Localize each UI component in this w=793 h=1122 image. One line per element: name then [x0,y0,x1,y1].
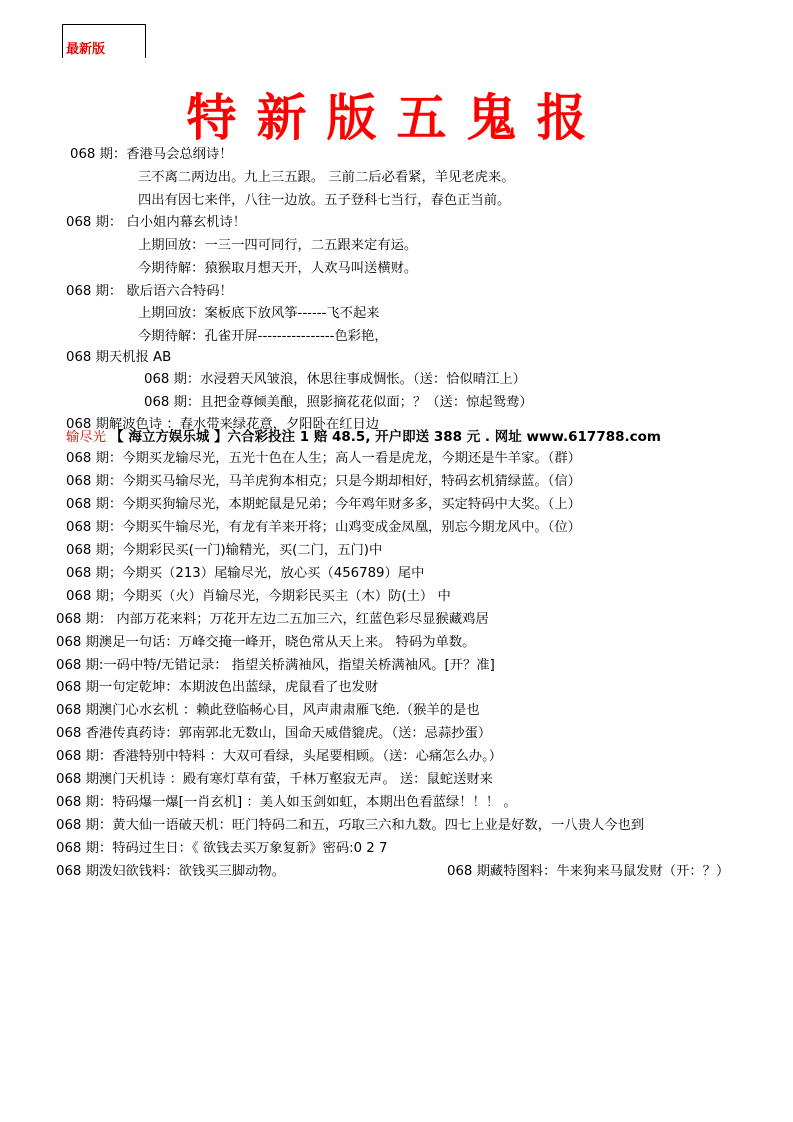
text-line: 068 期：今期买牛输尽光，有龙有羊来开将；山鸡变成金凤凰，别忘今期龙风中。（位） [66,520,581,535]
text-line: 068 期澳门心水玄机 ：赖此登临畅心目，风声肃肃雁飞绝.（猴羊的是也 [56,703,480,718]
text-line: 今期待解：孔雀开屏----------------色彩艳， [138,329,388,344]
text-line: 今期待解：猿猴取月想天开，人欢马叫送横财。 [138,261,418,276]
text-line: 068 期天机报 AB [66,350,172,365]
ad-line [66,429,661,446]
split-right-line: 068 期藏特图料：牛来狗来马鼠发财（开：？） [447,864,730,879]
version-badge [62,24,146,58]
text-line: 四出有因七来伴，八往一边放。五子登科七当行，春色正当前。 [138,193,511,208]
text-line: 068 期：今期买马输尽光，马羊虎狗本相克；只是今期却相好，特码玄机猜绿蓝。（信） [66,474,581,489]
text-line: 上期回放：案板底下放风筝------飞不起来 [138,306,380,321]
text-line: 068 期： 歇后语六合特码！ [66,284,233,299]
text-line: 068 期解波色诗 ：春水带来绿花意，夕阳卧在红日边 [66,417,380,432]
text-line: 068 期；今期买（213）尾输尽光，放心买（456789）尾中 [66,566,425,581]
text-line: 068 期；今期彩民买(一门)输精光，买(二门，五门)中 [66,543,383,558]
text-line: 068 期：黄大仙一语破天机：旺门特码二和五，巧取三六和九数。四七上业是好数，一八贵人今也到 [56,818,645,833]
text-line: 068 香港传真药诗：郭南郭北无数山，国命天威借貔虎。（送：忌蒜抄蛋） [56,726,492,741]
text-line: 068 期：香港马会总纲诗！ [70,147,233,162]
text-line: 068 期：今期买龙输尽光，五光十色在人生；高人一看是虎龙，今期还是牛羊家。（群） [66,451,581,466]
ad-text[interactable]: 【 海立方娱乐城 】六合彩投注 1 赔 48.5, 开户即送 388 元 . 网址 www.617788.com [110,429,661,445]
text-line: 068 期：且把金尊倾美酿，照影摘花花似面；？（送：惊起鸳鸯） [144,395,533,410]
text-line: 068 期：特码爆一爆[一肖玄机] ：美人如玉剑如虹，本期出色看蓝绿！！！ 。 [56,795,517,810]
text-line: 068 期:一码中特/无错记录： 指望关桥满袖风，指望关桥满袖风。[开？准] [56,658,495,673]
ad-label: 输尽光 [66,430,106,445]
text-line: 068 期：水浸碧天风皱浪，休思往事成惆怅。（送：恰似晴江上） [144,372,526,387]
text-line: 068 期：特码过生日：《 欲钱去买万象复新》密码:0 2 7 [56,841,388,856]
text-line: 068 期澳门天机诗 ：殿有寒灯草有萤，千林万壑寂无声。 送：鼠蛇送财来 [56,772,493,787]
text-line: 068 期： 白小姐内幕玄机诗！ [66,215,247,230]
text-line: 068 期一句定乾坤：本期波色出蓝绿，虎鼠看了也发财 [56,680,379,695]
text-line: 068 期：今期买狗输尽光，本期蛇鼠是兄弟；今年鸡年财多多，买定特码中大奖。（上） [66,497,581,512]
text-line: 068 期；今期买（火）肖输尽光，今期彩民买主（木）防(土） 中 [66,589,451,604]
split-left-line: 068 期泼妇欲钱料：欲钱买三脚动物。 [56,864,286,879]
text-line: 068 期澳足一句话：万峰交掩一峰开，晓色常从天上来。 特码为单数。 [56,635,476,650]
page-title: 特新版五鬼报 [186,88,607,147]
text-line: 三不离二两边出。九上三五跟。 三前二后必看紧，羊见老虎来。 [138,170,515,185]
text-line: 068 期：香港特别中特料 ：大双可看绿，头尾要相顾。（送：心痛怎么办。） [56,749,503,764]
text-line: 068 期： 内部万花来料；万花开左边二五加三六，红蓝色彩尽显猴藏鸡居 [56,612,489,627]
version-badge-label: 最新版 [66,42,106,57]
text-line: 上期回放：一三一四可同行，二五跟来定有运。 [138,238,418,253]
